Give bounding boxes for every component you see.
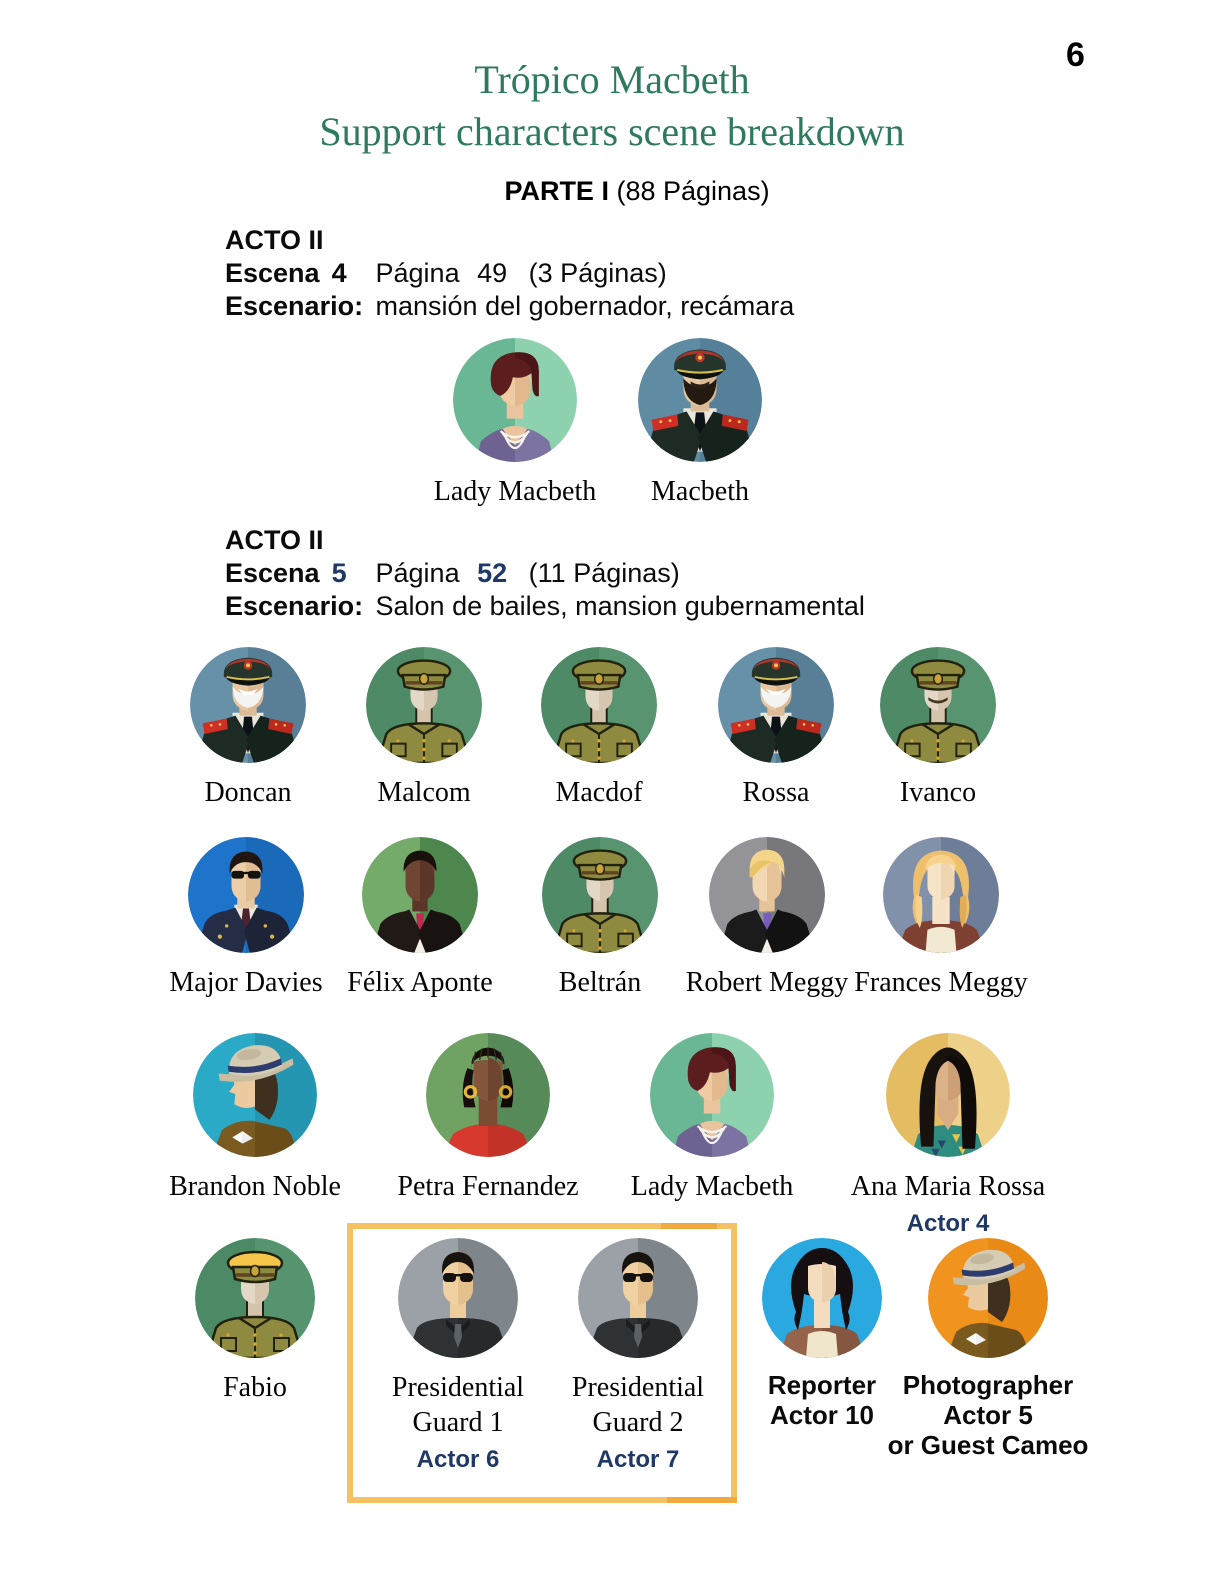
character-name-line: or Guest Cameo <box>887 1430 1089 1460</box>
pagina-label: Página <box>375 258 460 288</box>
avatar-woman-blonde <box>883 837 999 953</box>
character-name-line: Brandon Noble <box>169 1171 341 1202</box>
parte-label: PARTE I <box>504 176 609 206</box>
document-title <box>0 54 1224 158</box>
avatar-officer-dark-beard <box>638 338 762 462</box>
character-name-line: Guard 2 <box>592 1407 684 1438</box>
character-name-line: Reporter <box>767 1370 877 1400</box>
pagina-count: (11 Páginas) <box>528 558 680 588</box>
character-name <box>838 1169 1058 1204</box>
acto-heading: ACTO II <box>225 225 324 255</box>
character-frances-meggy <box>831 837 1051 1000</box>
character-name-line: Lady Macbeth <box>630 1171 794 1202</box>
actor-assignment-label: Actor 6 <box>416 1446 500 1473</box>
character-name-line: Doncan <box>204 777 292 808</box>
character-name <box>878 1370 1098 1460</box>
avatar-soldier-khaki-fabio <box>195 1238 315 1358</box>
avatar-woman-gold <box>886 1033 1010 1157</box>
character-name <box>602 1169 822 1204</box>
avatar-security-officer <box>188 837 304 953</box>
pagina-number: 52 <box>477 558 508 588</box>
avatar-lady-macbeth <box>453 338 577 462</box>
character-name-line: Beltrán <box>558 967 642 998</box>
character-macbeth <box>590 338 810 509</box>
guard-box-accent-bottom <box>667 1497 737 1503</box>
pagina-number: 49 <box>477 258 508 288</box>
character-name-line: Ivanco <box>899 777 977 808</box>
avatar-officer-white-beard <box>190 647 306 763</box>
escenario-text: mansión del gobernador, recámara <box>375 291 795 321</box>
avatar-lady-macbeth <box>650 1033 774 1157</box>
character-name-line: Lady Macbeth <box>433 476 597 507</box>
character-name <box>590 474 810 509</box>
acto-heading: ACTO II <box>225 525 324 555</box>
escenario-text: Salon de bailes, mansion gubernamental <box>375 591 865 621</box>
character-name-line: Malcom <box>377 777 471 808</box>
parte-pages: (88 Páginas) <box>616 176 770 206</box>
character-name <box>145 1370 365 1405</box>
character-name-line: Actor 10 <box>769 1400 875 1430</box>
escena-line <box>225 557 865 590</box>
avatar-guard-sunglasses <box>398 1238 518 1358</box>
scene-block-acto2-escena5 <box>225 524 865 623</box>
character-name-line: Félix Aponte <box>347 967 493 998</box>
avatar-soldier-khaki <box>541 647 657 763</box>
avatar-woman-red-dress <box>426 1033 550 1157</box>
character-name-line: Petra Fernandez <box>397 1171 579 1202</box>
character-name-line: Guard 1 <box>412 1407 504 1438</box>
avatar-suit-man-dark-skin <box>362 837 478 953</box>
character-brandon-noble <box>145 1033 365 1204</box>
character-name <box>831 965 1051 1000</box>
pagina-label: Página <box>375 558 460 588</box>
escenario-line <box>225 590 865 623</box>
character-name-line: Frances Meggy <box>854 967 1028 998</box>
character-name-line: Photographer <box>902 1370 1074 1400</box>
avatar-officer-white-beard <box>718 647 834 763</box>
character-name-line: Presidential <box>571 1372 705 1403</box>
actor-assignment-label: Actor 4 <box>906 1210 990 1237</box>
character-ivanco <box>828 647 1048 810</box>
escenario-label: Escenario: <box>225 291 364 321</box>
escena-label: Escena <box>225 558 320 588</box>
character-photographer-actor-5-or-guest-cameo <box>878 1238 1098 1460</box>
escena-number: 5 <box>331 558 347 588</box>
character-fabio <box>145 1238 365 1405</box>
character-petra-fernandez <box>378 1033 598 1204</box>
character-name-line: Presidential <box>391 1372 525 1403</box>
page-number: 6 <box>1066 36 1085 74</box>
character-name-line: Robert Meggy <box>685 967 849 998</box>
avatar-reporter-woman <box>762 1238 882 1358</box>
escena-line <box>225 257 794 290</box>
actor-assignment-label: Actor 7 <box>596 1446 680 1473</box>
escenario-line <box>225 290 794 323</box>
avatar-soldier-khaki-mustache <box>880 647 996 763</box>
avatar-guard-sunglasses <box>578 1238 698 1358</box>
guard-box-accent-top <box>661 1223 717 1229</box>
scene-block-acto2-escena4 <box>225 224 794 323</box>
character-name-line: Macdof <box>555 777 643 808</box>
escena-label: Escena <box>225 258 320 288</box>
character-name-line: Major Davies <box>169 967 323 998</box>
character-name-line: Ana Maria Rossa <box>850 1171 1046 1202</box>
character-name-line: Actor 5 <box>943 1400 1033 1430</box>
avatar-soldier-khaki <box>542 837 658 953</box>
character-name-line: Macbeth <box>651 476 749 507</box>
escenario-label: Escenario: <box>225 591 364 621</box>
parte-heading <box>25 176 1224 207</box>
character-name <box>828 775 1048 810</box>
avatar-photographer-profile-orange <box>928 1238 1048 1358</box>
avatar-soldier-khaki <box>366 647 482 763</box>
character-name-line: Fabio <box>223 1372 287 1403</box>
pagina-count: (3 Páginas) <box>528 258 667 288</box>
character-name-line: Rossa <box>742 777 810 808</box>
character-name <box>378 1169 598 1204</box>
character-ana-maria-rossa <box>838 1033 1058 1238</box>
avatar-profile-man-hat-teal <box>193 1033 317 1157</box>
avatar-suit-man-blond <box>709 837 825 953</box>
escena-number: 4 <box>331 258 347 288</box>
character-lady-macbeth <box>602 1033 822 1204</box>
character-name <box>145 1169 365 1204</box>
title-line-1: Trópico Macbeth <box>474 57 750 102</box>
title-line-2: Support characters scene breakdown <box>319 109 905 154</box>
